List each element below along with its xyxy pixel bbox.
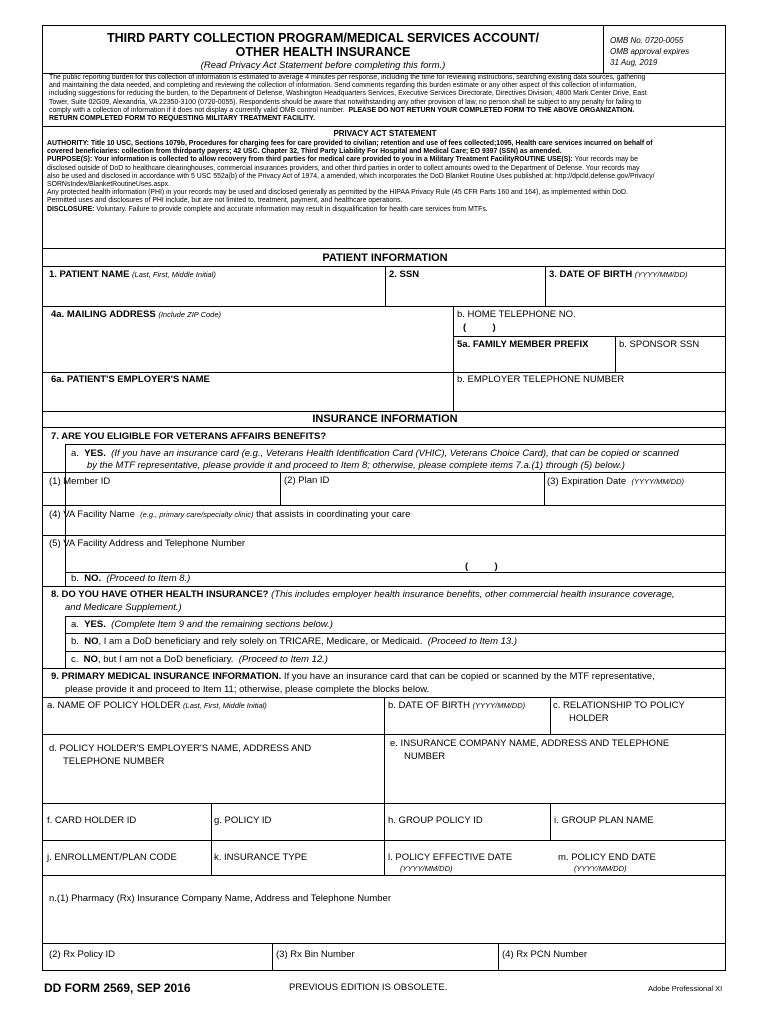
pharmacy-insurance-field[interactable]: n.(1) Pharmacy (Rx) Insurance Company Name, Address and Telephone Number: [49, 893, 391, 904]
card-holder-id-field[interactable]: f. CARD HOLDER ID: [47, 815, 137, 826]
other-insurance-no-dod-option[interactable]: b. NO, I am a DoD beneficiary and rely solely on TRICARE, Medicare, or Medicaid. (Proceed to Item 13.): [71, 636, 517, 647]
policy-end-date-field[interactable]: m. POLICY END DATE (YYYY/MM/DD): [558, 852, 656, 873]
policy-holder-name-field[interactable]: a. NAME OF POLICY HOLDER (Last, First, Middle Initial): [47, 700, 267, 711]
va-no-option[interactable]: b. NO. (Proceed to Item 8.): [71, 573, 191, 584]
ssn-field[interactable]: 2. SSN: [389, 269, 420, 280]
rx-bin-number-field[interactable]: (3) Rx Bin Number: [276, 949, 355, 960]
relationship-field[interactable]: c. RELATIONSHIP TO POLICY HOLDER: [553, 700, 685, 724]
home-phone-area-code: ( ): [463, 322, 496, 333]
burden-statement: The public reporting burden for this collection of information is estimated to average 4 minutes per response, including the time for reviewing instructions, searching existing data sources, gathering and maintaining the data needed, and completing and reviewing the collection of information. Send comments regarding this burden estimate or any other aspect of this collection of information, including suggestions for reducing the burden, to the Department of Defense, Washington Headquarters Services, Executive Services Directorate, Directives Division, 4800 Mark Center Drive, East Tower, Suite 02G09, Alexandria, VA 22350-3100 (0720-0055). Respondents should be aware that notwithstanding any other provision of law, no person shall be subject to any penalty for failing to comply with a collection of information if it does not display a currently valid OMB control number. PLEASE DO NOT RETURN YOUR COMPLETED FORM TO THE ABOVE ORGANIZATION. RETURN COMPLETED FORM TO REQUESTING MILITARY TREATMENT FACILITY.: [49, 74, 647, 123]
employer-telephone-field[interactable]: b. EMPLOYER TELEPHONE NUMBER: [457, 374, 625, 385]
group-plan-name-field[interactable]: i. GROUP PLAN NAME: [554, 815, 654, 826]
policy-id-field[interactable]: g. POLICY ID: [214, 815, 272, 826]
other-insurance-no-non-dod-option[interactable]: c. NO, but I am not a DoD beneficiary. (Proceed to Item 12.): [71, 654, 328, 665]
insurance-type-field[interactable]: k. INSURANCE TYPE: [214, 852, 308, 863]
rx-policy-id-field[interactable]: (2) Rx Policy ID: [49, 949, 115, 960]
group-policy-id-field[interactable]: h. GROUP POLICY ID: [388, 815, 483, 826]
question-8: 8. DO YOU HAVE OTHER HEALTH INSURANCE? (This includes employer health insurance benefits, other commercial health insurance coverage, and Medicare Supplement.): [51, 589, 675, 613]
va-phone-area-code: ( ): [465, 561, 498, 572]
home-telephone-field[interactable]: b. HOME TELEPHONE NO. ( ): [457, 309, 576, 333]
omb-divider: [603, 26, 604, 73]
insurance-info-heading: INSURANCE INFORMATION: [312, 413, 458, 425]
expiration-date-field[interactable]: (3) Expiration Date (YYYY/MM/DD): [547, 476, 684, 487]
policy-holder-dob-field[interactable]: b. DATE OF BIRTH (YYYY/MM/DD): [388, 700, 526, 711]
employer-name-field[interactable]: 6a. PATIENT'S EMPLOYER'S NAME: [51, 374, 210, 385]
sponsor-ssn-field[interactable]: b. SPONSOR SSN: [619, 339, 700, 350]
dd-form-2569: [42, 25, 726, 971]
plan-id-field[interactable]: (2) Plan ID: [284, 475, 330, 486]
member-id-field[interactable]: (1) Member ID: [49, 476, 111, 487]
form-title-line2: OTHER HEALTH INSURANCE: [235, 45, 411, 59]
software-label: Adobe Professional XI: [648, 984, 723, 993]
mailing-address-field[interactable]: 4a. MAILING ADDRESS (Include ZIP Code): [51, 309, 222, 320]
policy-holder-employer-field[interactable]: d. POLICY HOLDER'S EMPLOYER'S NAME, ADDRESS AND TELEPHONE NUMBER: [49, 743, 312, 767]
other-insurance-yes-option[interactable]: a. YES. (Complete Item 9 and the remaining sections below.): [71, 619, 333, 630]
date-of-birth-field[interactable]: 3. DATE OF BIRTH (YYYY/MM/DD): [549, 269, 688, 280]
question-9: 9. PRIMARY MEDICAL INSURANCE INFORMATION. If you have an insurance card that can be copied or scanned by the MTF representative, please provide it and proceed to Item 11; otherwise, please complete the blocks below.: [51, 671, 655, 695]
patient-name-field[interactable]: 1. PATIENT NAME (Last, First, Middle Initial): [49, 269, 216, 280]
rx-pcn-number-field[interactable]: (4) Rx PCN Number: [502, 949, 587, 960]
va-yes-option[interactable]: a. YES. (If you have an insurance card (e.g., Veterans Health Identification Card (VHIC), Veterans Choice Card), that can be copied or scanned by the MTF representative, please provide it and proceed to Item 8; otherwise, please complete items 7.a.(1) through (5) below.): [71, 448, 679, 471]
va-facility-address-field[interactable]: (5) VA Facility Address and Telephone Number ( ): [49, 538, 498, 572]
insurance-company-field[interactable]: e. INSURANCE COMPANY NAME, ADDRESS AND TELEPHONE NUMBER: [390, 738, 670, 762]
form-number: DD FORM 2569, SEP 2016: [44, 981, 191, 995]
patient-info-heading: PATIENT INFORMATION: [322, 252, 448, 264]
va-facility-name-field[interactable]: (4) VA Facility Name (e.g., primary care/specialty clinic) that assists in coordinating your care: [49, 509, 411, 520]
form-subtitle: (Read Privacy Act Statement before completing this form.): [200, 60, 446, 71]
question-7: 7. ARE YOU ELIGIBLE FOR VETERANS AFFAIRS BENEFITS?: [51, 431, 327, 442]
enrollment-plan-code-field[interactable]: j. ENROLLMENT/PLAN CODE: [47, 852, 177, 863]
omb-approval: OMB approval expires: [610, 47, 690, 56]
omb-expiration-date: 31 Aug, 2019: [610, 58, 658, 67]
policy-effective-date-field[interactable]: l. POLICY EFFECTIVE DATE (YYYY/MM/DD): [388, 852, 513, 873]
obsolete-notice: PREVIOUS EDITION IS OBSOLETE.: [289, 982, 448, 993]
omb-number: OMB No. 0720-0055: [610, 36, 684, 45]
privacy-heading: PRIVACY ACT STATEMENT: [333, 129, 437, 138]
form-title-line1: THIRD PARTY COLLECTION PROGRAM/MEDICAL SERVICES ACCOUNT/: [107, 31, 539, 45]
family-member-prefix-field[interactable]: 5a. FAMILY MEMBER PREFIX: [457, 339, 589, 350]
privacy-act-statement: AUTHORITY: Title 10 USC, Sections 1079b, Procedures for charging fees for care provided to civilian; retention and use of fees collected;1095, Health care services incurred on behalf of covered beneficiaries: collection from thirdparty payers; 42 USC. Chapter 32, Third Party Liability For Hospital and Medical Care; EO 9397 (SSN) as amended. PURPOSE(S): Your information is collected to allow recovery from third parties for medical care provided to you in a Military Treatment FacilityROUTINE USE(S): Your records may be disclosed outside of DoD to healthcare clearinghouses, commercial insurances providers, and other third parties in order to collect amounts owed to the Department of Defense. Your records may also be used and disclosed in accordance with 5 USC 552a(b) of the Privacy Act of 1974, a amended, which incorporates the DoD Blanket Routine Uses published at: http://dpcld.defense.gov/Privacy/ SORNsIndex/BlanketRoutineUses.aspx. Any protected health information (PHI) in your records may be used and disclosed generally as permitted by the HIPAA Privacy Rule (45 CFR Parts 160 and 164), as implemented within DoD. Permitted uses and disclosures of PHI include, but are not limited to, treatment, payment, and healthcare operations. DISCLOSURE: Voluntary. Failure to provide complete and accurate information may result in disqualification for health care services from MTFs.: [47, 140, 655, 213]
